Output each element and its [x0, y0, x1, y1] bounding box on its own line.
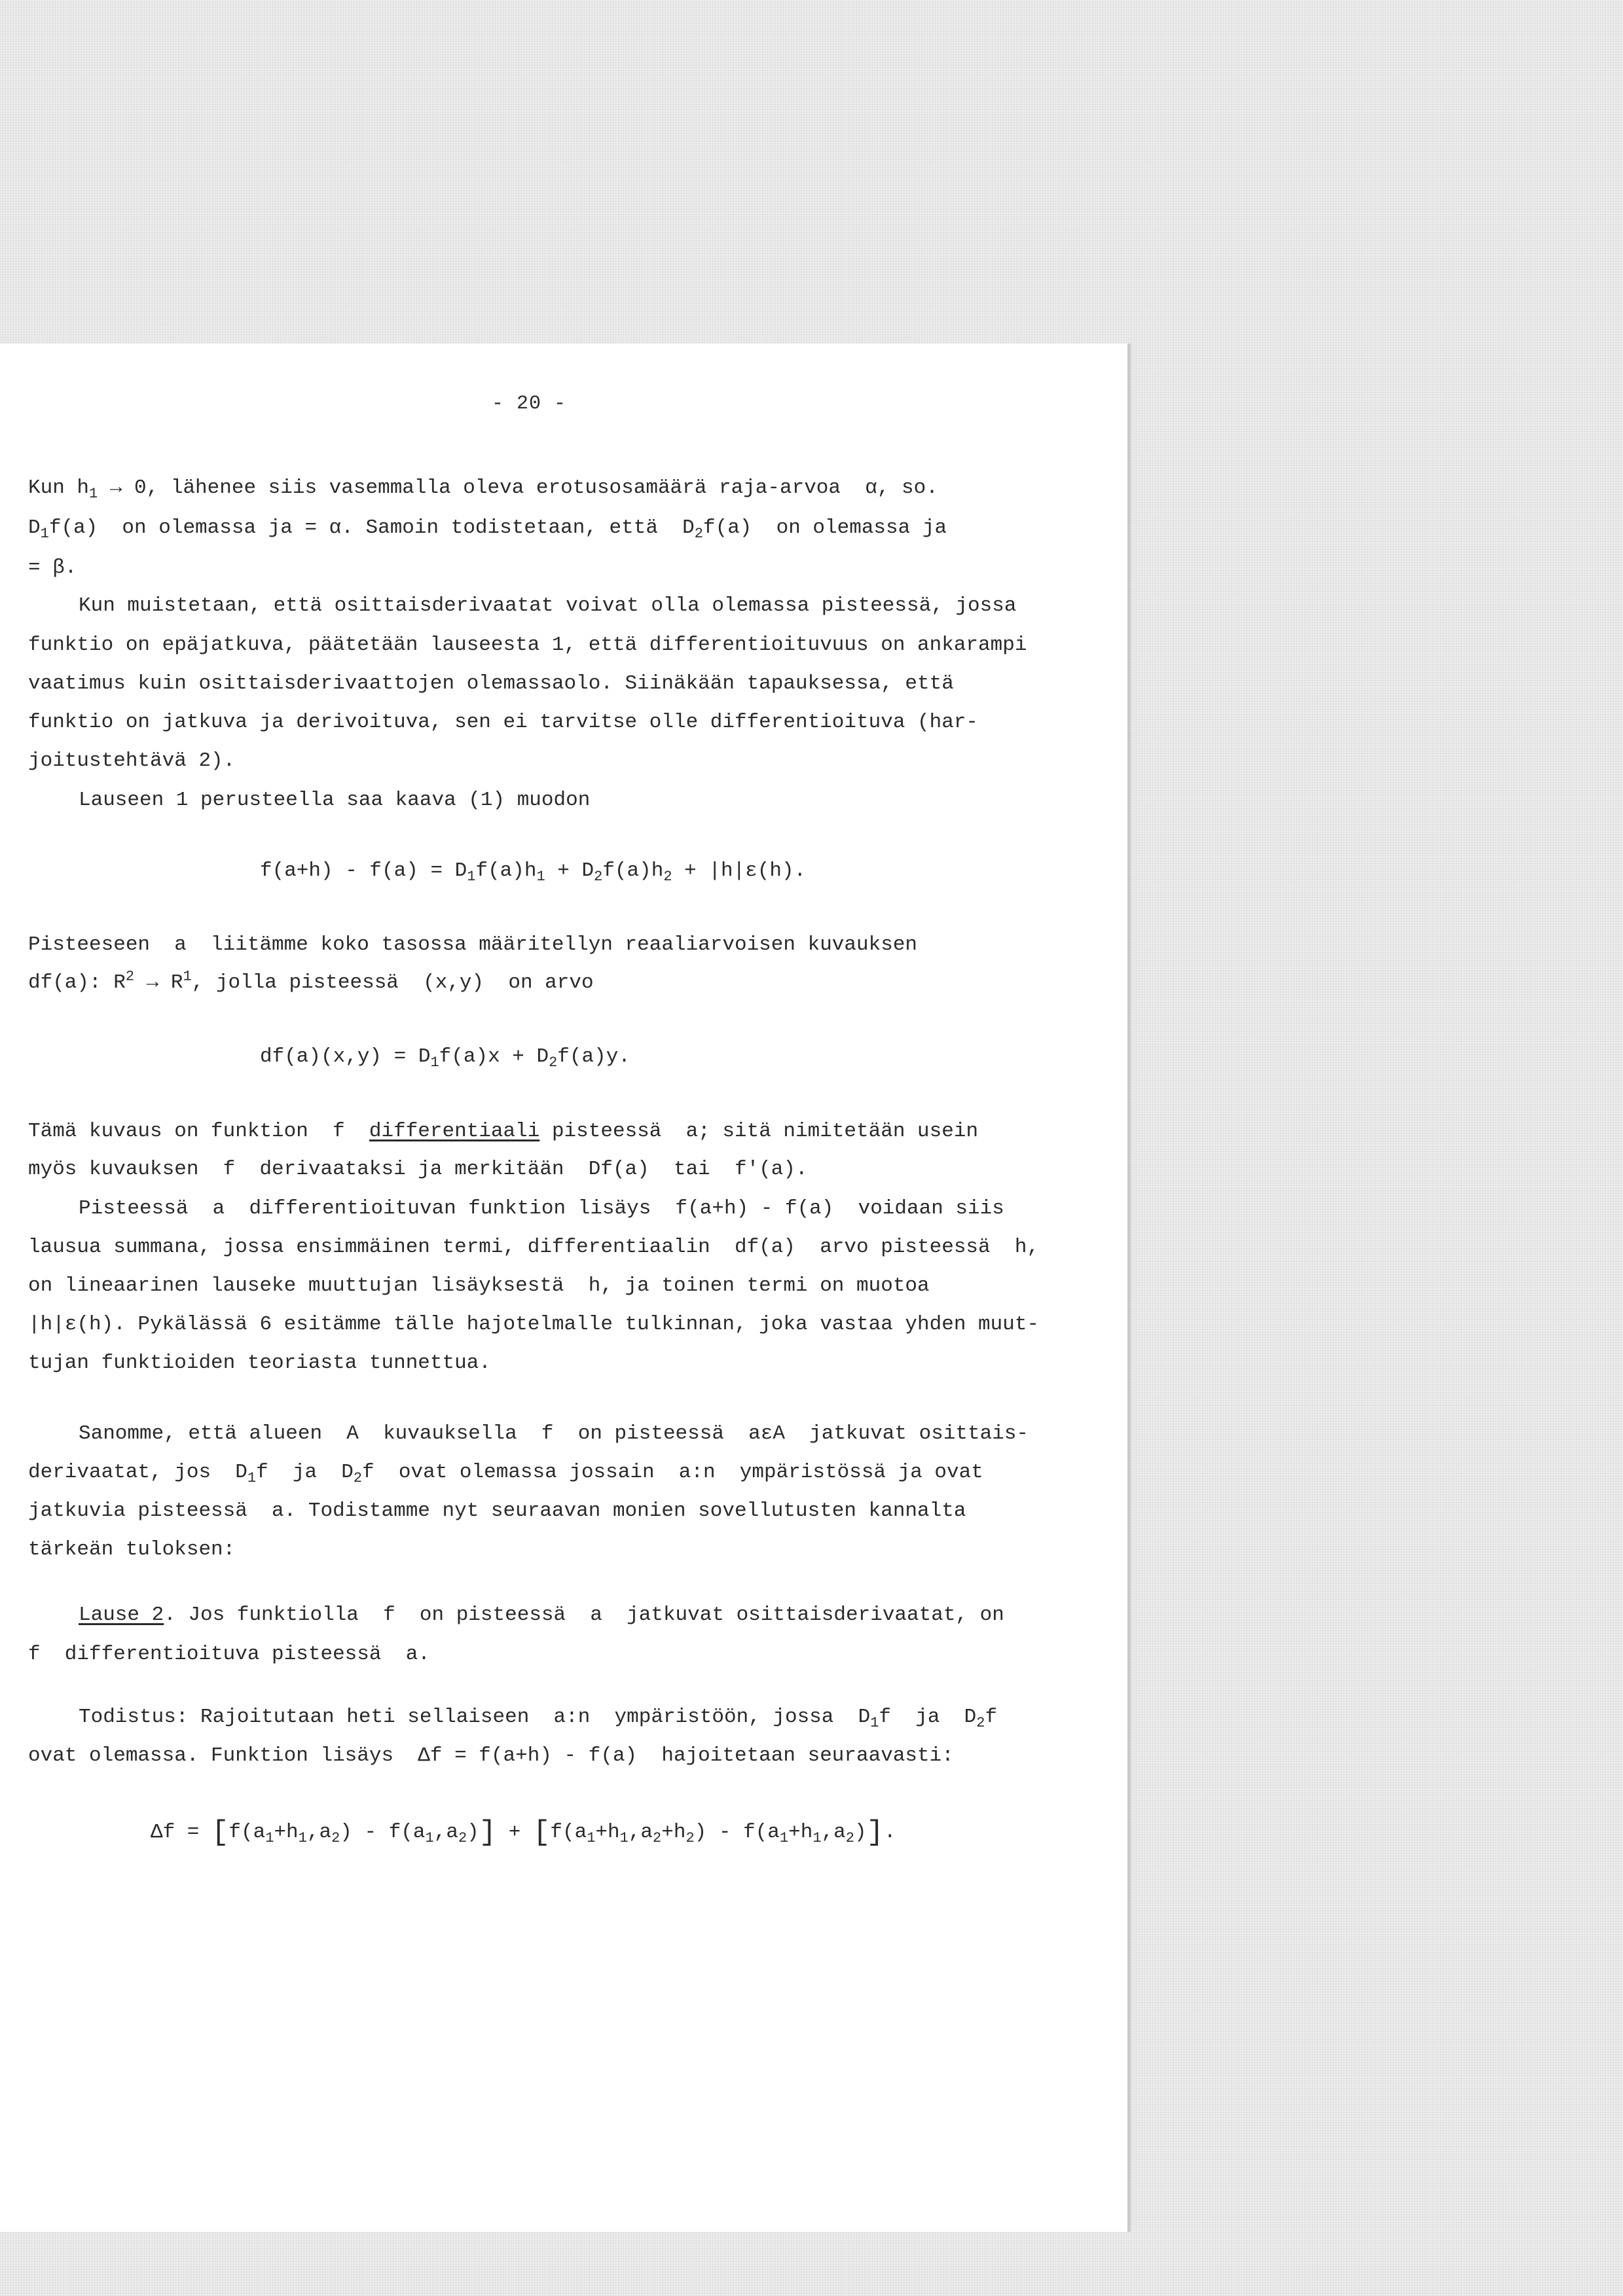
text-line: funktio on jatkuva ja derivoituva, sen ei tarvitse olle differentioituva (har- — [28, 711, 979, 734]
text-line: derivaatat, jos $D_1f$ ja $D_2f$ ovat olemassa jossain a:n ympäristössä ja ovat — [28, 1461, 983, 1487]
text-line: myös kuvauksen f derivaataksi ja merkitään Df(a) tai f'(a). — [28, 1158, 808, 1181]
text-line: Sanomme, että alueen A kuvauksella f on pisteessä aεA jatkuvat osittais- — [79, 1422, 1029, 1445]
theorem-statement: Lause 2. Jos funktiolla f on pisteessä a jatkuvat osittaisderivaatat, on — [79, 1604, 1004, 1626]
text-line: $D_1f(a)$ on olemassa ja = α. Samoin todistetaan, että $D_2f(a)$ on olemassa ja — [28, 516, 947, 543]
text-line: Pisteeseen a liitämme koko tasossa määritellyn reaaliarvoisen kuvauksen — [28, 933, 918, 956]
text-line: vaatimus kuin osittaisderivaattojen olemassaolo. Siinäkään tapauksessa, että — [28, 672, 954, 695]
text-line: Tämä kuvaus on funktion f differentiaali pisteessä a; sitä nimitetään usein — [28, 1120, 979, 1143]
text-line: tujan funktioiden teoriasta tunnettua. — [28, 1352, 491, 1374]
text-line: funktio on epäjatkuva, päätetään lauseesta 1, että differentioituvuus on ankarampi — [28, 634, 1027, 656]
text-line: Kun $h_1 \to 0$, lähenee siis vasemmalla oleva erotusosamäärä raja-arvoa α, so. — [28, 476, 938, 503]
text-line: jatkuvia pisteessä a. Todistamme nyt seuraavan monien sovellutusten kannalta — [28, 1499, 966, 1522]
text-line: joitustehtävä 2). — [28, 749, 236, 772]
text-line: df(a): $R^2 \to R^1$, jolla pisteessä (x,y) on arvo — [28, 968, 594, 994]
text-line: Lauseen 1 perusteella saa kaava (1) muodon — [79, 789, 591, 812]
equation: $df(a)(x,y) = D_1f(a)x + D_2f(a)y$. — [260, 1045, 630, 1071]
text-line: Pisteessä a differentioituvan funktion lisäys f(a+h) - f(a) voidaan siis — [79, 1197, 1004, 1220]
proof-text: Todistus: Rajoitutaan heti sellaiseen a:n ympäristöön, jossa $D_1f$ ja $D_2f$ — [79, 1706, 998, 1732]
text-line: ovat olemassa. Funktion lisäys Δf = f(a+h) - f(a) hajoitetaan seuraavasti: — [28, 1744, 954, 1767]
text-line: Kun muistetaan, että osittaisderivaatat voivat olla olemassa pisteessä, jossa — [79, 594, 1017, 617]
equation: $f(a+h) - f(a) = D_1f(a)h_1 + D_2f(a)h_2 + |h|\varepsilon(h)$. — [260, 859, 807, 886]
text-line: = β. — [28, 556, 77, 579]
text-line: |h|ε(h). Pykälässä 6 esitämme tälle hajotelmalle tulkinnan, joka vastaa yhden muut- — [28, 1313, 1040, 1336]
text-line: f differentioituva pisteessä a. — [28, 1643, 430, 1666]
text-line: lausua summana, jossa ensimmäinen termi, differentiaalin df(a) arvo pisteessä h, — [28, 1236, 1040, 1259]
text-line: on lineaarinen lauseke muuttujan lisäyksestä h, ja toinen termi on muotoa — [28, 1274, 930, 1297]
text-line: tärkeän tuloksen: — [28, 1538, 236, 1561]
equation: $\Delta f = [f(a_1+h_1,a_2) - f(a_1,a_2)] + [f(a_1+h_1,a_2+h_2) - f(a_1+h_1,a_2)]$. — [151, 1816, 896, 1849]
page-number: - 20 - — [491, 393, 567, 415]
theorem-label: Lause 2 — [79, 1604, 164, 1626]
